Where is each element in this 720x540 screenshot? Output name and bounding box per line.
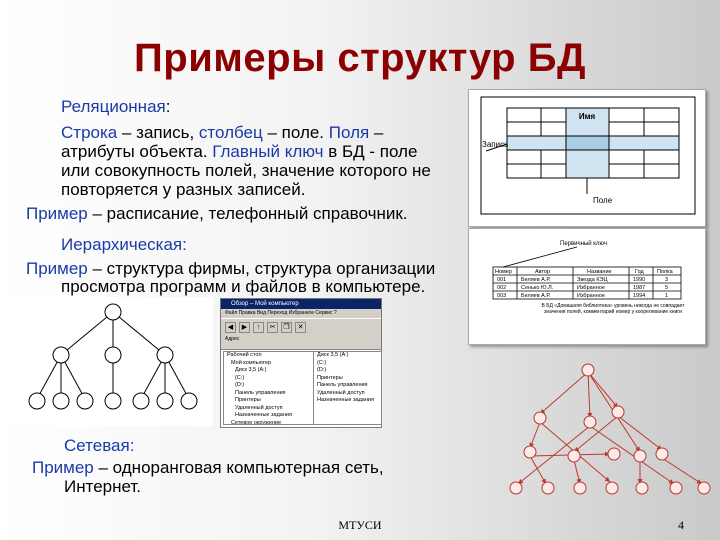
tree-item[interactable]: Удаленный доступ xyxy=(235,404,283,411)
key-cell-1-0: 002 xyxy=(497,285,507,291)
network-edge xyxy=(530,422,540,448)
file-item[interactable]: Назначенные задания xyxy=(317,397,374,403)
key-cell-0-1: Беляев А.Р. xyxy=(521,277,551,283)
key-header-2: Название xyxy=(587,269,612,275)
back-icon[interactable]: ◀ xyxy=(225,322,236,333)
column-header-label: Имя xyxy=(578,112,596,121)
relational-example xyxy=(26,205,408,224)
network-edge xyxy=(588,372,590,418)
network-heading: Сетевая: xyxy=(64,436,135,455)
key-cell-0-2: Звезда КЭЦ xyxy=(577,277,608,283)
key-cell-0-4: 3 xyxy=(665,277,669,283)
network-edge xyxy=(588,372,618,408)
file-item[interactable]: (D:) xyxy=(317,367,327,373)
key-cell-1-4: 5 xyxy=(665,285,669,291)
term-primary-key: Главный ключ xyxy=(212,142,324,161)
network-node xyxy=(612,406,624,418)
tree-item[interactable]: Принтеры xyxy=(235,397,261,403)
explorer-file-list[interactable] xyxy=(313,351,382,425)
file-item[interactable]: Принтеры xyxy=(317,374,343,381)
explorer-menubar[interactable]: Файл Правка Вид Переход Избранное Сервис ? xyxy=(221,309,381,318)
term-row: Строка xyxy=(61,123,118,142)
relational-colon: : xyxy=(165,97,171,116)
tree-item[interactable]: Назначенные задания xyxy=(235,412,292,418)
tree-item[interactable]: (C:) xyxy=(235,374,245,381)
file-item[interactable]: Диск 3,5 (A:) xyxy=(317,352,349,358)
network-node xyxy=(534,412,546,424)
hierarchy-tree-diagram xyxy=(13,297,213,426)
page-number: 4 xyxy=(678,518,684,532)
tree-item[interactable]: Мой компьютер xyxy=(231,359,272,366)
network-example-line2: Интернет. xyxy=(64,477,142,496)
key-cell-1-1: Сенько Ю.Л. xyxy=(521,285,554,291)
hierarchical-example xyxy=(26,260,435,279)
page-title: Примеры структур БД xyxy=(134,36,586,80)
key-cell-2-4: 1 xyxy=(665,293,669,299)
relational-line-1 xyxy=(61,124,383,143)
hierarchical-example-label: Пример xyxy=(26,259,88,278)
cut-icon[interactable]: ✂ xyxy=(267,322,278,333)
relational-example-text: – расписание, телефонный справочник. xyxy=(87,204,408,223)
file-item[interactable]: (C:) xyxy=(317,359,327,366)
network-node xyxy=(524,446,536,458)
term-column: столбец xyxy=(198,123,263,142)
tree-node xyxy=(29,393,45,409)
hierarchy-tree-svg xyxy=(13,297,213,426)
network-graph xyxy=(490,356,720,526)
network-node xyxy=(636,482,648,494)
file-item[interactable]: Панель управления xyxy=(317,382,368,388)
network-node xyxy=(584,416,596,428)
key-header-0: Номер xyxy=(495,269,512,275)
primary-key-label: Первичный ключ xyxy=(560,241,607,247)
tree-node xyxy=(53,347,69,363)
network-node xyxy=(634,450,646,462)
tree-item[interactable]: Диск 3,5 (A:) xyxy=(235,367,267,373)
relational-line-4: повторяется у разных записей. xyxy=(61,180,306,199)
relational-line-2 xyxy=(61,143,417,162)
primary-key-arrow xyxy=(503,247,577,267)
key-table-caption: В БД «Домашняя библиотека» уровень никогда не совпадает значения полей, комментарий номер у коорелевание книги xyxy=(541,303,685,315)
tree-edge xyxy=(113,312,165,355)
relational-heading: Реляционная xyxy=(61,97,166,116)
network-edge xyxy=(574,460,580,484)
delete-icon[interactable]: ✕ xyxy=(295,322,306,333)
key-cell-0-0: 001 xyxy=(497,277,507,283)
key-header-1: Автор xyxy=(535,269,551,275)
network-edge xyxy=(530,456,546,484)
tree-nodes xyxy=(29,304,197,409)
network-node xyxy=(698,482,710,494)
address-bar[interactable] xyxy=(221,336,381,342)
relational-section xyxy=(61,98,170,117)
forward-icon[interactable]: ▶ xyxy=(239,322,250,333)
relational-example-label: Пример xyxy=(26,204,88,223)
tree-node xyxy=(157,347,173,363)
explorer-titlebar: Обзор – Мой компьютер xyxy=(221,299,381,309)
field-label: Поле xyxy=(593,196,613,205)
network-example xyxy=(32,459,384,478)
address-label: Адрес xyxy=(225,336,240,342)
key-table-text xyxy=(495,269,674,299)
tree-node xyxy=(181,393,197,409)
network-node xyxy=(510,482,522,494)
tree-node xyxy=(157,393,173,409)
rel-text-2b: в БД - поле xyxy=(323,142,418,161)
copy-icon[interactable]: ❐ xyxy=(281,322,292,333)
key-cell-2-2: Избранное xyxy=(577,293,605,299)
file-item[interactable]: Удаленный доступ xyxy=(317,389,365,396)
network-node xyxy=(656,448,668,460)
hierarchical-heading: Иерархическая: xyxy=(61,235,187,254)
primary-key-svg xyxy=(469,229,705,344)
key-header-3: Год xyxy=(635,269,644,275)
explorer-window xyxy=(220,298,382,428)
explorer-toolbar xyxy=(221,318,381,350)
key-cell-0-3: 1990 xyxy=(633,277,646,283)
network-example-label: Пример xyxy=(32,458,94,477)
rel-text-1c: – xyxy=(369,123,384,142)
record-label: Запись xyxy=(482,140,509,149)
tree-node xyxy=(53,393,69,409)
tree-edge xyxy=(61,312,113,355)
key-cell-1-3: 1987 xyxy=(633,285,646,291)
network-edge xyxy=(618,416,662,450)
explorer-folder-tree[interactable] xyxy=(223,351,314,425)
tree-item[interactable]: Сетевое окружение xyxy=(231,419,282,425)
rel-text-1b: – поле. xyxy=(262,123,329,142)
key-cell-2-1: Беляев А.Р. xyxy=(521,293,551,299)
tree-item[interactable]: (D:) xyxy=(235,382,245,388)
term-fields: Поля xyxy=(328,123,370,142)
rel-text-2a: атрибуты объекта. xyxy=(61,142,213,161)
key-cell-2-0: 003 xyxy=(497,293,507,299)
network-edge xyxy=(540,372,588,414)
intersection-cell xyxy=(566,136,609,150)
explorer-toolbar-buttons xyxy=(221,319,381,336)
network-node xyxy=(574,482,586,494)
relational-line-3: или совокупность полей, значение которого не xyxy=(61,161,431,180)
network-example-text: – одноранговая компьютерная сеть, xyxy=(93,458,384,477)
tree-node xyxy=(77,393,93,409)
tree-node-root xyxy=(105,304,121,320)
tree-node xyxy=(105,347,121,363)
tree-item[interactable]: Рабочий стол xyxy=(227,352,262,358)
table-structure-diagram xyxy=(468,89,706,227)
key-cell-2-3: 1994 xyxy=(633,293,646,299)
tree-node xyxy=(105,393,121,409)
network-node xyxy=(568,450,580,462)
primary-key-table-panel xyxy=(468,228,706,345)
rel-text-1a: – запись, xyxy=(117,123,199,142)
network-node xyxy=(606,482,618,494)
network-node xyxy=(582,364,594,376)
up-folder-icon[interactable]: ↑ xyxy=(253,322,264,333)
footer-org: МТУСИ xyxy=(338,518,382,532)
hierarchical-example-line2: просмотра программ и файлов в компьютере. xyxy=(61,277,426,296)
tree-item[interactable]: Панель управления xyxy=(235,389,286,396)
key-cell-1-2: Избранное xyxy=(577,285,605,291)
network-node xyxy=(608,448,620,460)
tree-node xyxy=(133,393,149,409)
table-structure-svg xyxy=(469,90,705,226)
network-edges xyxy=(518,372,702,484)
network-node xyxy=(542,482,554,494)
key-header-4: Полка xyxy=(657,269,673,275)
hierarchical-example-text: – структура фирмы, структура организации xyxy=(87,259,436,278)
network-node xyxy=(670,482,682,494)
